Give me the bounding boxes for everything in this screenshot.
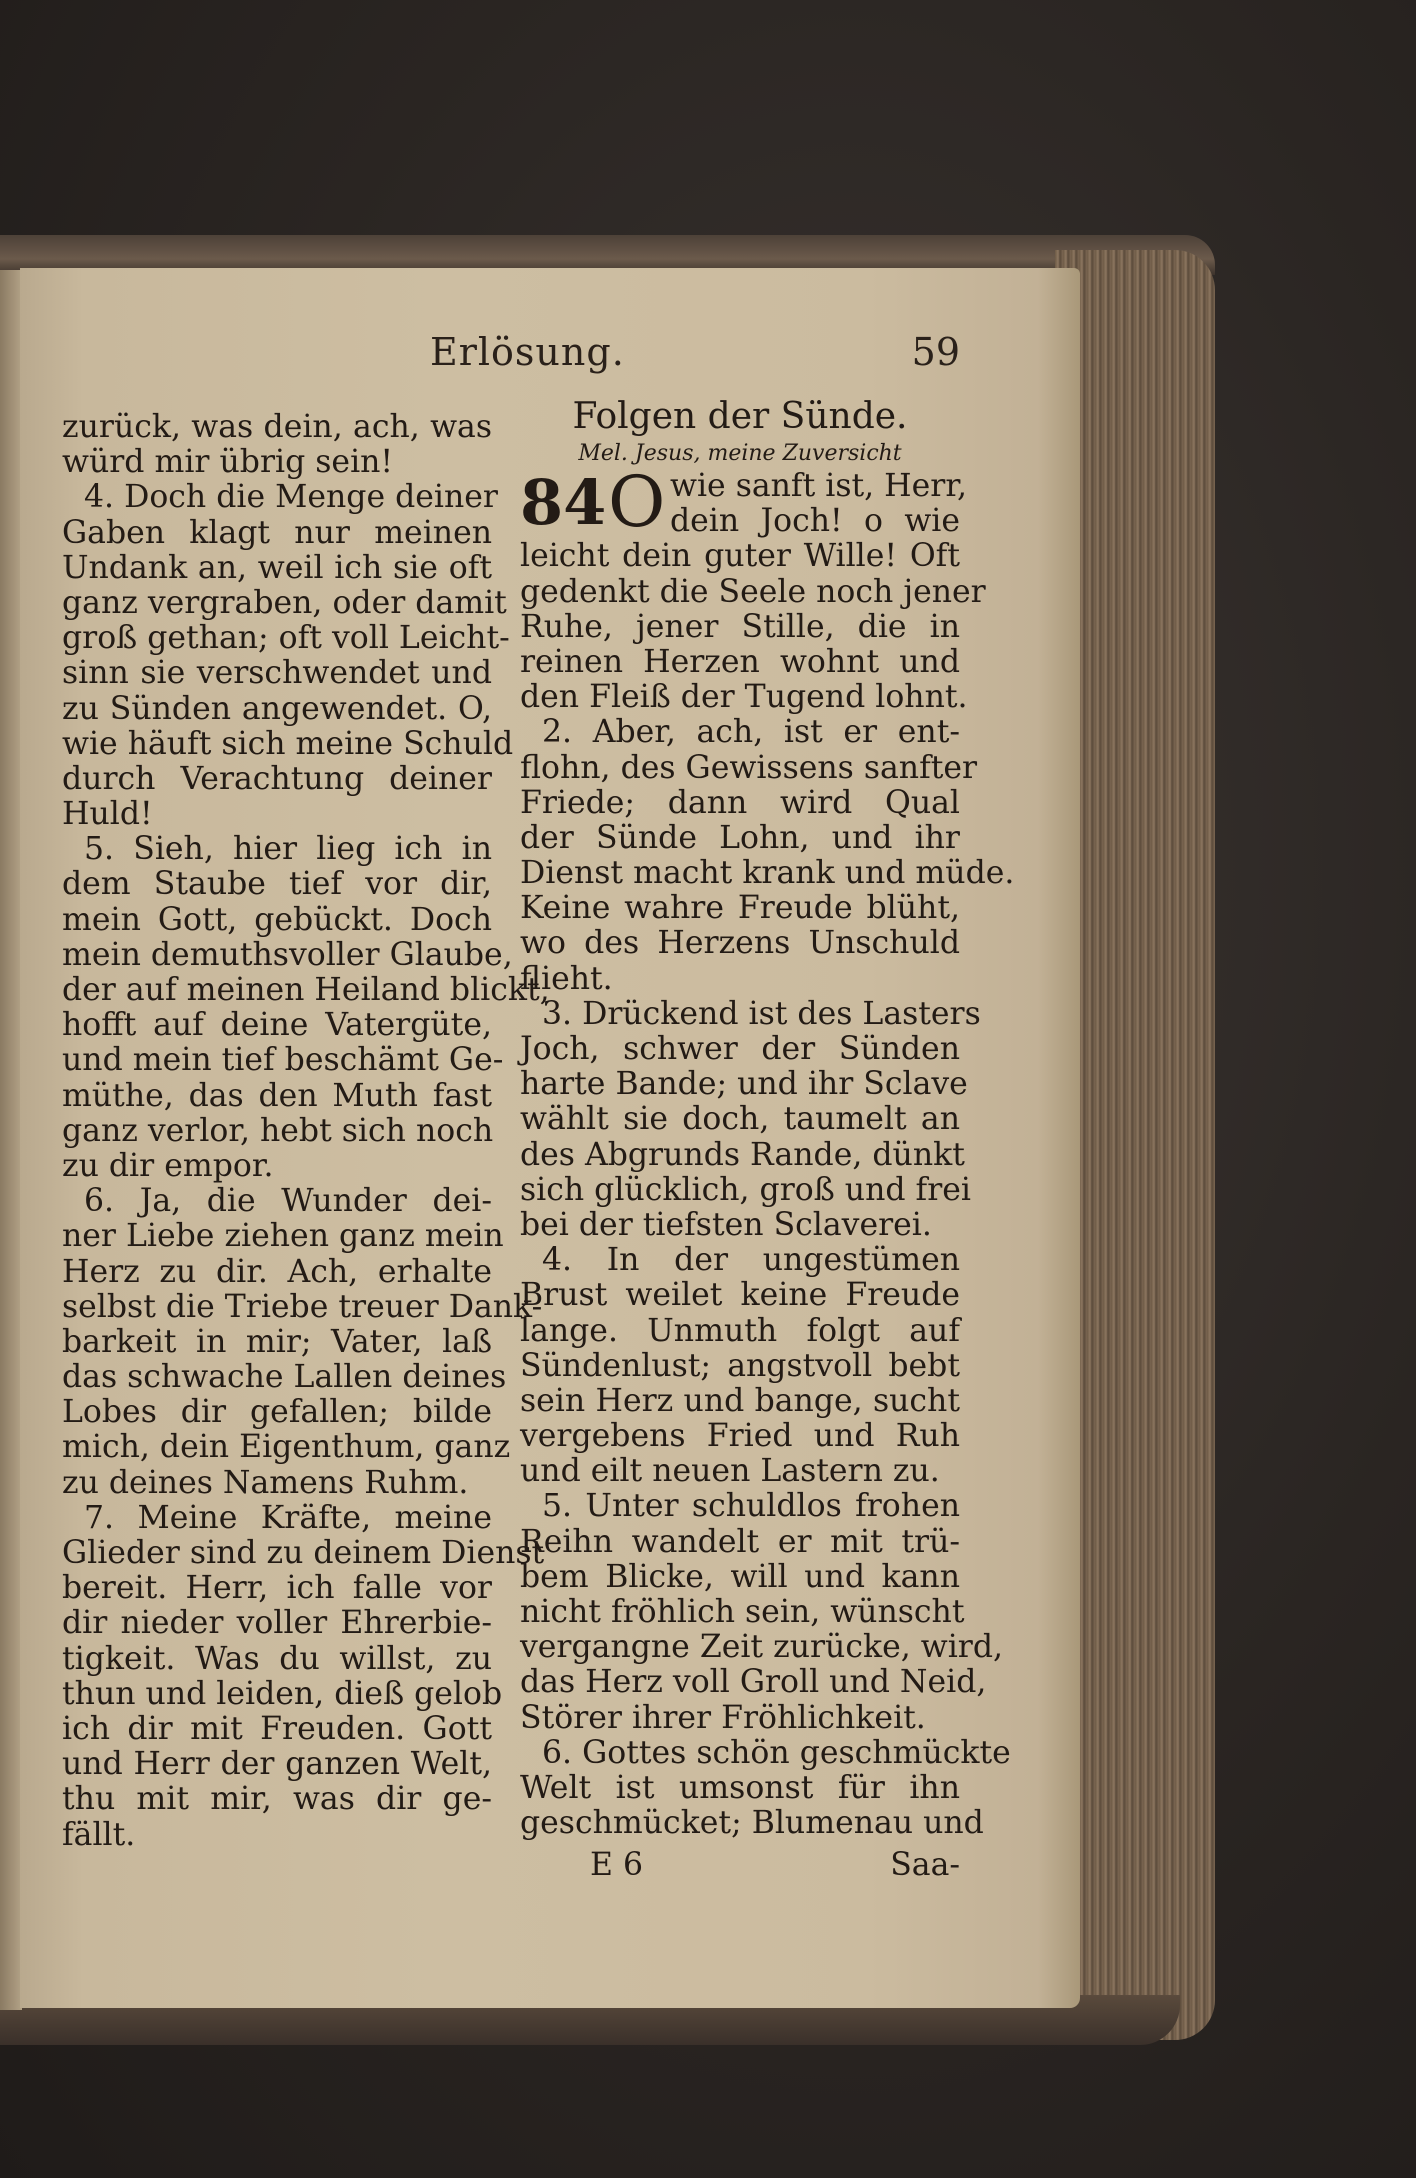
- text-line: das schwache Lallen deines: [62, 1359, 507, 1396]
- text-line: flohn, des Gewissens sanfter: [520, 749, 978, 786]
- catchword: Saa-: [890, 1847, 960, 1883]
- text-line: und mein tief beschämt Ge-: [62, 1042, 504, 1079]
- text-line: nicht fröhlich sein, wünscht: [520, 1594, 965, 1631]
- text-line: und eilt neuen Lastern zu.: [520, 1453, 940, 1490]
- text-line: wählt sie doch, taumelt an: [520, 1101, 960, 1138]
- text-line: sein Herz und bange, sucht: [520, 1382, 960, 1419]
- text-line: Störer ihrer Fröhlichkeit.: [520, 1699, 926, 1736]
- text-line: sinn sie verschwendet und: [62, 655, 492, 692]
- text-line: vergebens Fried und Ruh: [520, 1418, 960, 1455]
- text-line: gedenkt die Seele noch jener: [520, 573, 986, 610]
- text-line: dem Staube tief vor dir,: [62, 866, 492, 903]
- text-line: zurück, was dein, ach, was: [62, 409, 492, 445]
- left-column: [62, 409, 550, 1853]
- text-line: Dienst macht krank und müde.: [520, 855, 1015, 892]
- text-line: selbst die Triebe treuer Dank-: [62, 1288, 543, 1325]
- right-column-lines: [520, 538, 1015, 1842]
- text-line: Undank an, weil ich sie oft: [62, 549, 492, 586]
- hymn-opening: [520, 461, 967, 543]
- text-line: 7. Meine Kräfte, meine: [84, 1499, 492, 1536]
- text-line: sich glücklich, groß und frei: [520, 1171, 971, 1208]
- text-line: bei der tiefsten Sclaverei.: [520, 1206, 932, 1243]
- text-line: ich dir mit Freuden. Gott: [62, 1710, 492, 1747]
- text-line: des Abgrunds Rande, dünkt: [520, 1136, 965, 1173]
- text-line: geschmücket; Blumenau und: [520, 1805, 984, 1842]
- text-line: 6. Ja, die Wunder dei-: [84, 1183, 492, 1220]
- text-line: das Herz voll Groll und Neid,: [520, 1664, 987, 1701]
- running-head: Erlösung.: [430, 330, 625, 374]
- text-line: Huld!: [62, 796, 153, 833]
- text-line: Welt ist umsonst für ihn: [520, 1769, 960, 1806]
- text-line: der auf meinen Heiland blickt,: [62, 972, 550, 1008]
- text-line: dir nieder voller Ehrerbie-: [62, 1605, 492, 1642]
- text-line: wie sanft ist, Herr,: [670, 468, 967, 504]
- text-line: Reihn wandelt er mit trü-: [520, 1523, 960, 1560]
- text-line: Lobes dir gefallen; bilde: [62, 1394, 492, 1431]
- text-line: Herz zu dir. Ach, erhalte: [62, 1253, 492, 1290]
- text-line: den Fleiß der Tugend lohnt.: [520, 679, 968, 716]
- text-line: 5. Unter schuldlos frohen: [542, 1488, 960, 1525]
- text-line: ganz vergraben, oder damit: [62, 584, 507, 621]
- text-line: leicht dein guter Wille! Oft: [520, 538, 960, 575]
- text-line: bereit. Herr, ich falle vor: [62, 1570, 492, 1607]
- text-line: Keine wahre Freude blüht,: [520, 890, 960, 927]
- signature-mark: E 6: [590, 1847, 644, 1883]
- text-line: bem Blicke, will und kann: [520, 1558, 960, 1595]
- text-line: 4. Doch die Menge deiner: [84, 479, 498, 516]
- right-column: [520, 395, 1015, 1842]
- text-line: 3. Drückend ist des Lasters: [542, 995, 981, 1032]
- text-line: und Herr der ganzen Welt,: [62, 1746, 492, 1783]
- text-line: ganz verlor, hebt sich noch: [62, 1112, 494, 1149]
- text-line: dein Joch! o wie: [670, 503, 960, 540]
- text-line: Brust weilet keine Freude: [520, 1277, 960, 1314]
- text-line: mein Gott, gebückt. Doch: [62, 901, 492, 938]
- text-line: zu dir empor.: [62, 1147, 274, 1184]
- text-line: Sündenlust; angstvoll bebt: [520, 1347, 960, 1384]
- text-line: Glieder sind zu deinem Dienst: [62, 1535, 545, 1571]
- facing-page-edge: [0, 270, 22, 2010]
- hymn-title: Folgen der Sünde.: [572, 396, 908, 437]
- text-line: Gaben klagt nur meinen: [62, 514, 492, 551]
- text-line: tigkeit. Was du willst, zu: [62, 1640, 492, 1677]
- text-line: lange. Unmuth folgt auf: [520, 1312, 960, 1349]
- text-line: hofft auf deine Vatergüte,: [62, 1007, 492, 1044]
- text-line: zu deines Namens Ruhm.: [62, 1464, 469, 1501]
- text-line: zu Sünden angewendet. O,: [62, 690, 492, 727]
- drop-cap: O: [608, 461, 666, 543]
- hymn-number: 84: [520, 466, 607, 539]
- text-line: barkeit in mir; Vater, laß: [62, 1323, 492, 1360]
- text-line: Friede; dann wird Qual: [520, 784, 960, 821]
- text-line: Joch, schwer der Sünden: [520, 1031, 960, 1068]
- text-line: groß gethan; oft voll Leicht-: [62, 620, 510, 657]
- text-line: 5. Sieh, hier lieg ich in: [84, 831, 492, 868]
- text-line: mein demuthsvoller Glaube,: [62, 936, 513, 973]
- hymn-melody: Mel. Jesus, meine Zuversicht: [578, 441, 902, 466]
- text-line: mich, dein Eigenthum, ganz: [62, 1429, 511, 1466]
- text-line: müthe, das den Muth fast: [62, 1077, 492, 1114]
- text-line: wie häuft sich meine Schuld: [62, 725, 514, 762]
- text-line: ner Liebe ziehen ganz mein: [62, 1218, 504, 1255]
- text-line: thu mit mir, was dir ge-: [62, 1781, 492, 1818]
- text-line: 2. Aber, ach, ist er ent-: [542, 714, 960, 751]
- text-line: 6. Gottes schön geschmückte: [542, 1734, 1011, 1771]
- text-line: würd mir übrig sein!: [62, 444, 394, 481]
- page-number: 59: [911, 330, 960, 374]
- text-line: flieht.: [520, 960, 613, 997]
- text-line: wo des Herzens Unschuld: [520, 925, 960, 962]
- text-line: reinen Herzen wohnt und: [520, 643, 960, 680]
- text-line: durch Verachtung deiner: [62, 760, 492, 797]
- text-line: vergangne Zeit zurücke, wird,: [520, 1629, 1004, 1666]
- text-line: 4. In der ungestümen: [542, 1242, 960, 1279]
- text-line: der Sünde Lohn, und ihr: [520, 819, 960, 856]
- text-line: thun und leiden, dieß gelob: [62, 1675, 503, 1712]
- text-line: fällt.: [62, 1816, 136, 1853]
- text-line: harte Bande; und ihr Sclave: [520, 1066, 968, 1103]
- text-line: Ruhe, jener Stille, die in: [520, 608, 960, 645]
